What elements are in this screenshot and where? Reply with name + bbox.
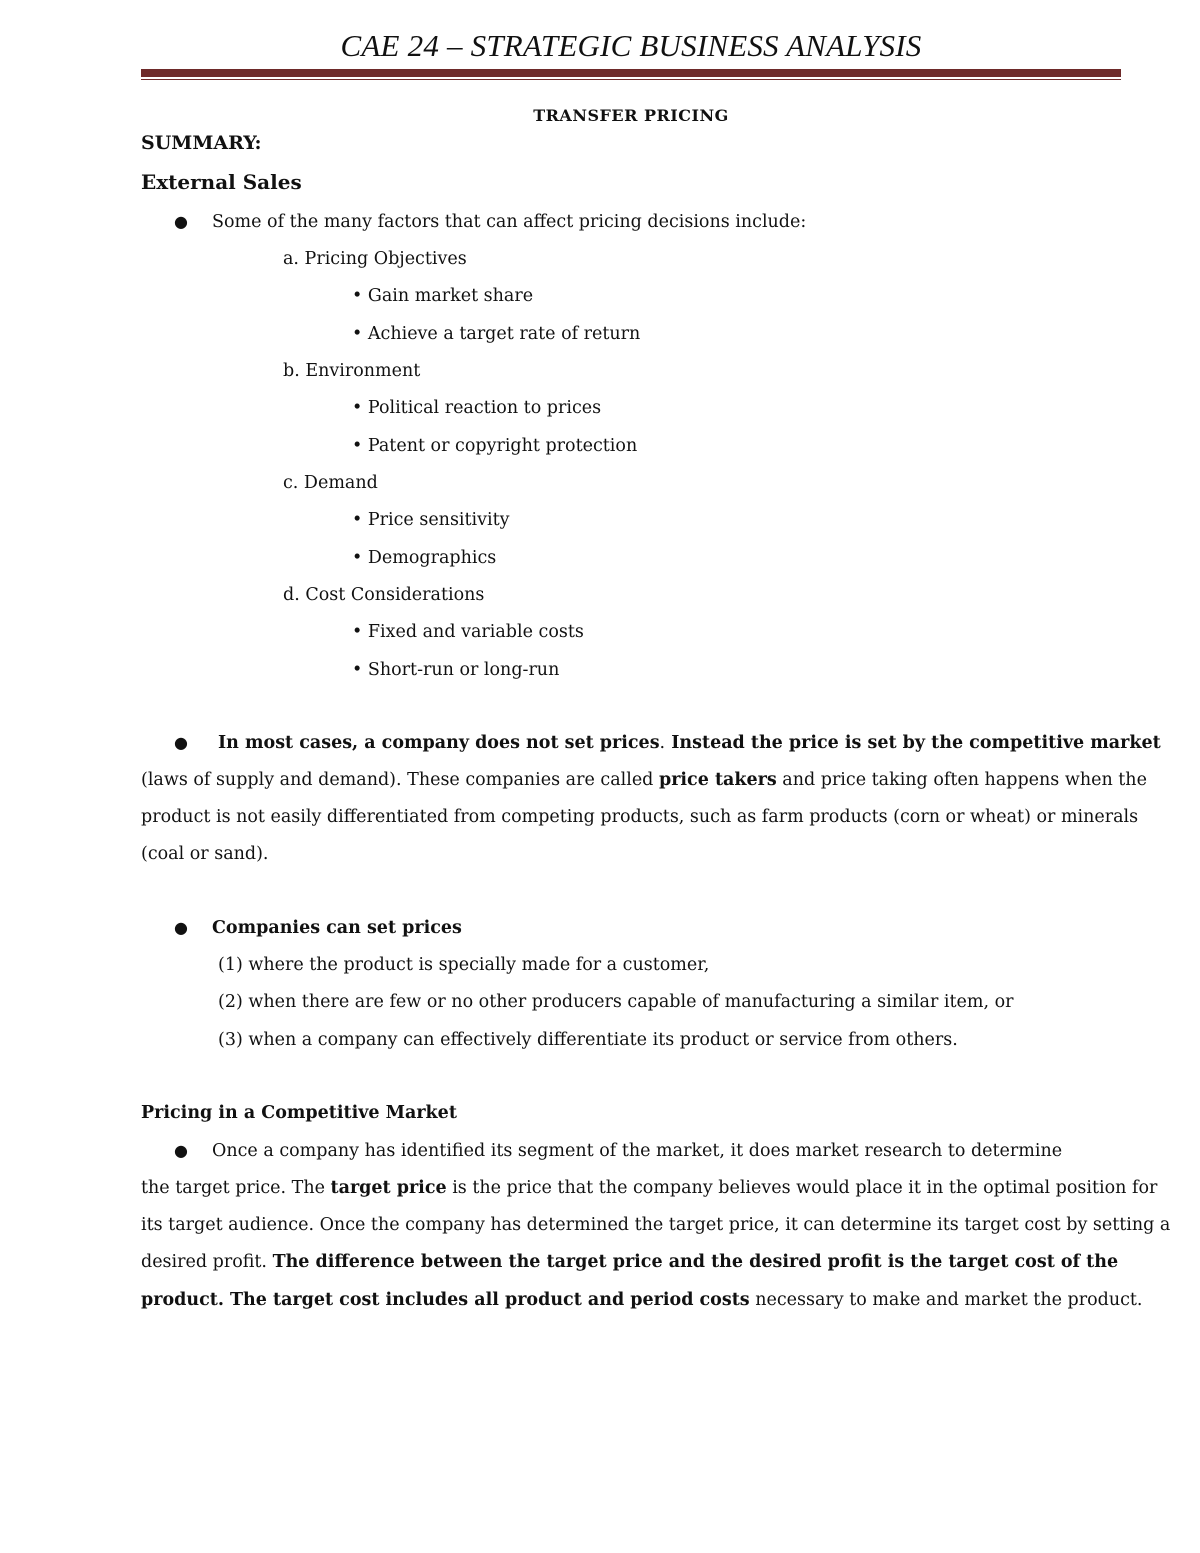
set-prices-item: (2) when there are few or no other producers capable of manufacturing a similar item, or xyxy=(218,992,1014,1012)
price-takers-bold-second: Instead the price is set by the competitive market xyxy=(665,733,1161,753)
competitive-heading: Pricing in a Competitive Market xyxy=(141,1103,457,1123)
price-takers-dot: . xyxy=(659,733,666,753)
price-takers-lead xyxy=(218,731,1161,755)
factors-intro: Some of the many factors that can affect pricing decisions include: xyxy=(212,212,807,232)
course-title: CAE 24 – STRATEGIC BUSINESS ANALYSIS xyxy=(340,28,922,63)
competitive-line-1: Once a company has identified its segment of the market, it does market research to determine xyxy=(212,1141,1063,1161)
price-takers-text: (laws of supply and demand). These companies are called xyxy=(141,770,659,790)
topic-title: TRANSFER PRICING xyxy=(533,106,729,125)
target-price-term: target price xyxy=(330,1178,447,1198)
set-prices-item: (1) where the product is specially made for a customer, xyxy=(218,955,710,975)
factor-label: d. Cost Considerations xyxy=(283,585,485,605)
price-takers-bold-lead: In most cases, a company does not set prices xyxy=(218,733,660,753)
set-prices-item: (3) when a company can effectively differentiate its product or service from others. xyxy=(218,1030,958,1050)
price-takers-term: price takers xyxy=(658,770,777,790)
competitive-text: the target price. The xyxy=(141,1178,331,1198)
competitive-line-4 xyxy=(141,1250,1118,1274)
header-rule xyxy=(141,69,1121,77)
factor-item: • Short-run or long-run xyxy=(352,660,560,680)
set-prices-heading: Companies can set prices xyxy=(212,918,462,938)
competitive-text: desired profit. xyxy=(141,1252,273,1272)
factor-label: c. Demand xyxy=(283,473,378,493)
bullet-icon: ● xyxy=(174,733,188,752)
factor-item: • Patent or copyright protection xyxy=(352,436,638,456)
competitive-text: is the price that the company believes would place it in the optimal position for xyxy=(446,1178,1158,1198)
header-rule-thin xyxy=(141,79,1121,80)
competitive-bold-text: product. The target cost includes all product and period costs xyxy=(141,1290,750,1310)
competitive-bold-text: The difference between the target price and the desired profit is the target cost of the xyxy=(272,1252,1119,1272)
factor-item: • Price sensitivity xyxy=(352,510,510,530)
price-takers-line-3: product is not easily differentiated from competing products, such as farm products (corn or wheat) or minerals xyxy=(141,807,1139,827)
bullet-icon: ● xyxy=(174,1141,188,1160)
factor-label: b. Environment xyxy=(283,361,421,381)
bullet-icon: ● xyxy=(174,918,188,937)
competitive-line-2 xyxy=(141,1176,1157,1200)
competitive-line-3: its target audience. Once the company has determined the target price, it can determine its target cost by setting a xyxy=(141,1215,1171,1235)
factor-label: a. Pricing Objectives xyxy=(283,249,467,269)
competitive-text: necessary to make and market the product. xyxy=(749,1290,1143,1310)
factor-item: • Achieve a target rate of return xyxy=(352,324,641,344)
factor-item: • Demographics xyxy=(352,548,497,568)
factor-item: • Fixed and variable costs xyxy=(352,622,584,642)
external-sales-heading: External Sales xyxy=(141,170,302,194)
summary-label: SUMMARY: xyxy=(141,132,262,154)
bullet-icon: ● xyxy=(174,212,188,231)
competitive-line-5 xyxy=(141,1288,1143,1312)
price-takers-line-4: (coal or sand). xyxy=(141,844,269,864)
factor-item: • Gain market share xyxy=(352,286,534,306)
price-takers-text: and price taking often happens when the xyxy=(776,770,1147,790)
price-takers-line-2 xyxy=(141,768,1147,792)
factor-item: • Political reaction to prices xyxy=(352,398,602,418)
